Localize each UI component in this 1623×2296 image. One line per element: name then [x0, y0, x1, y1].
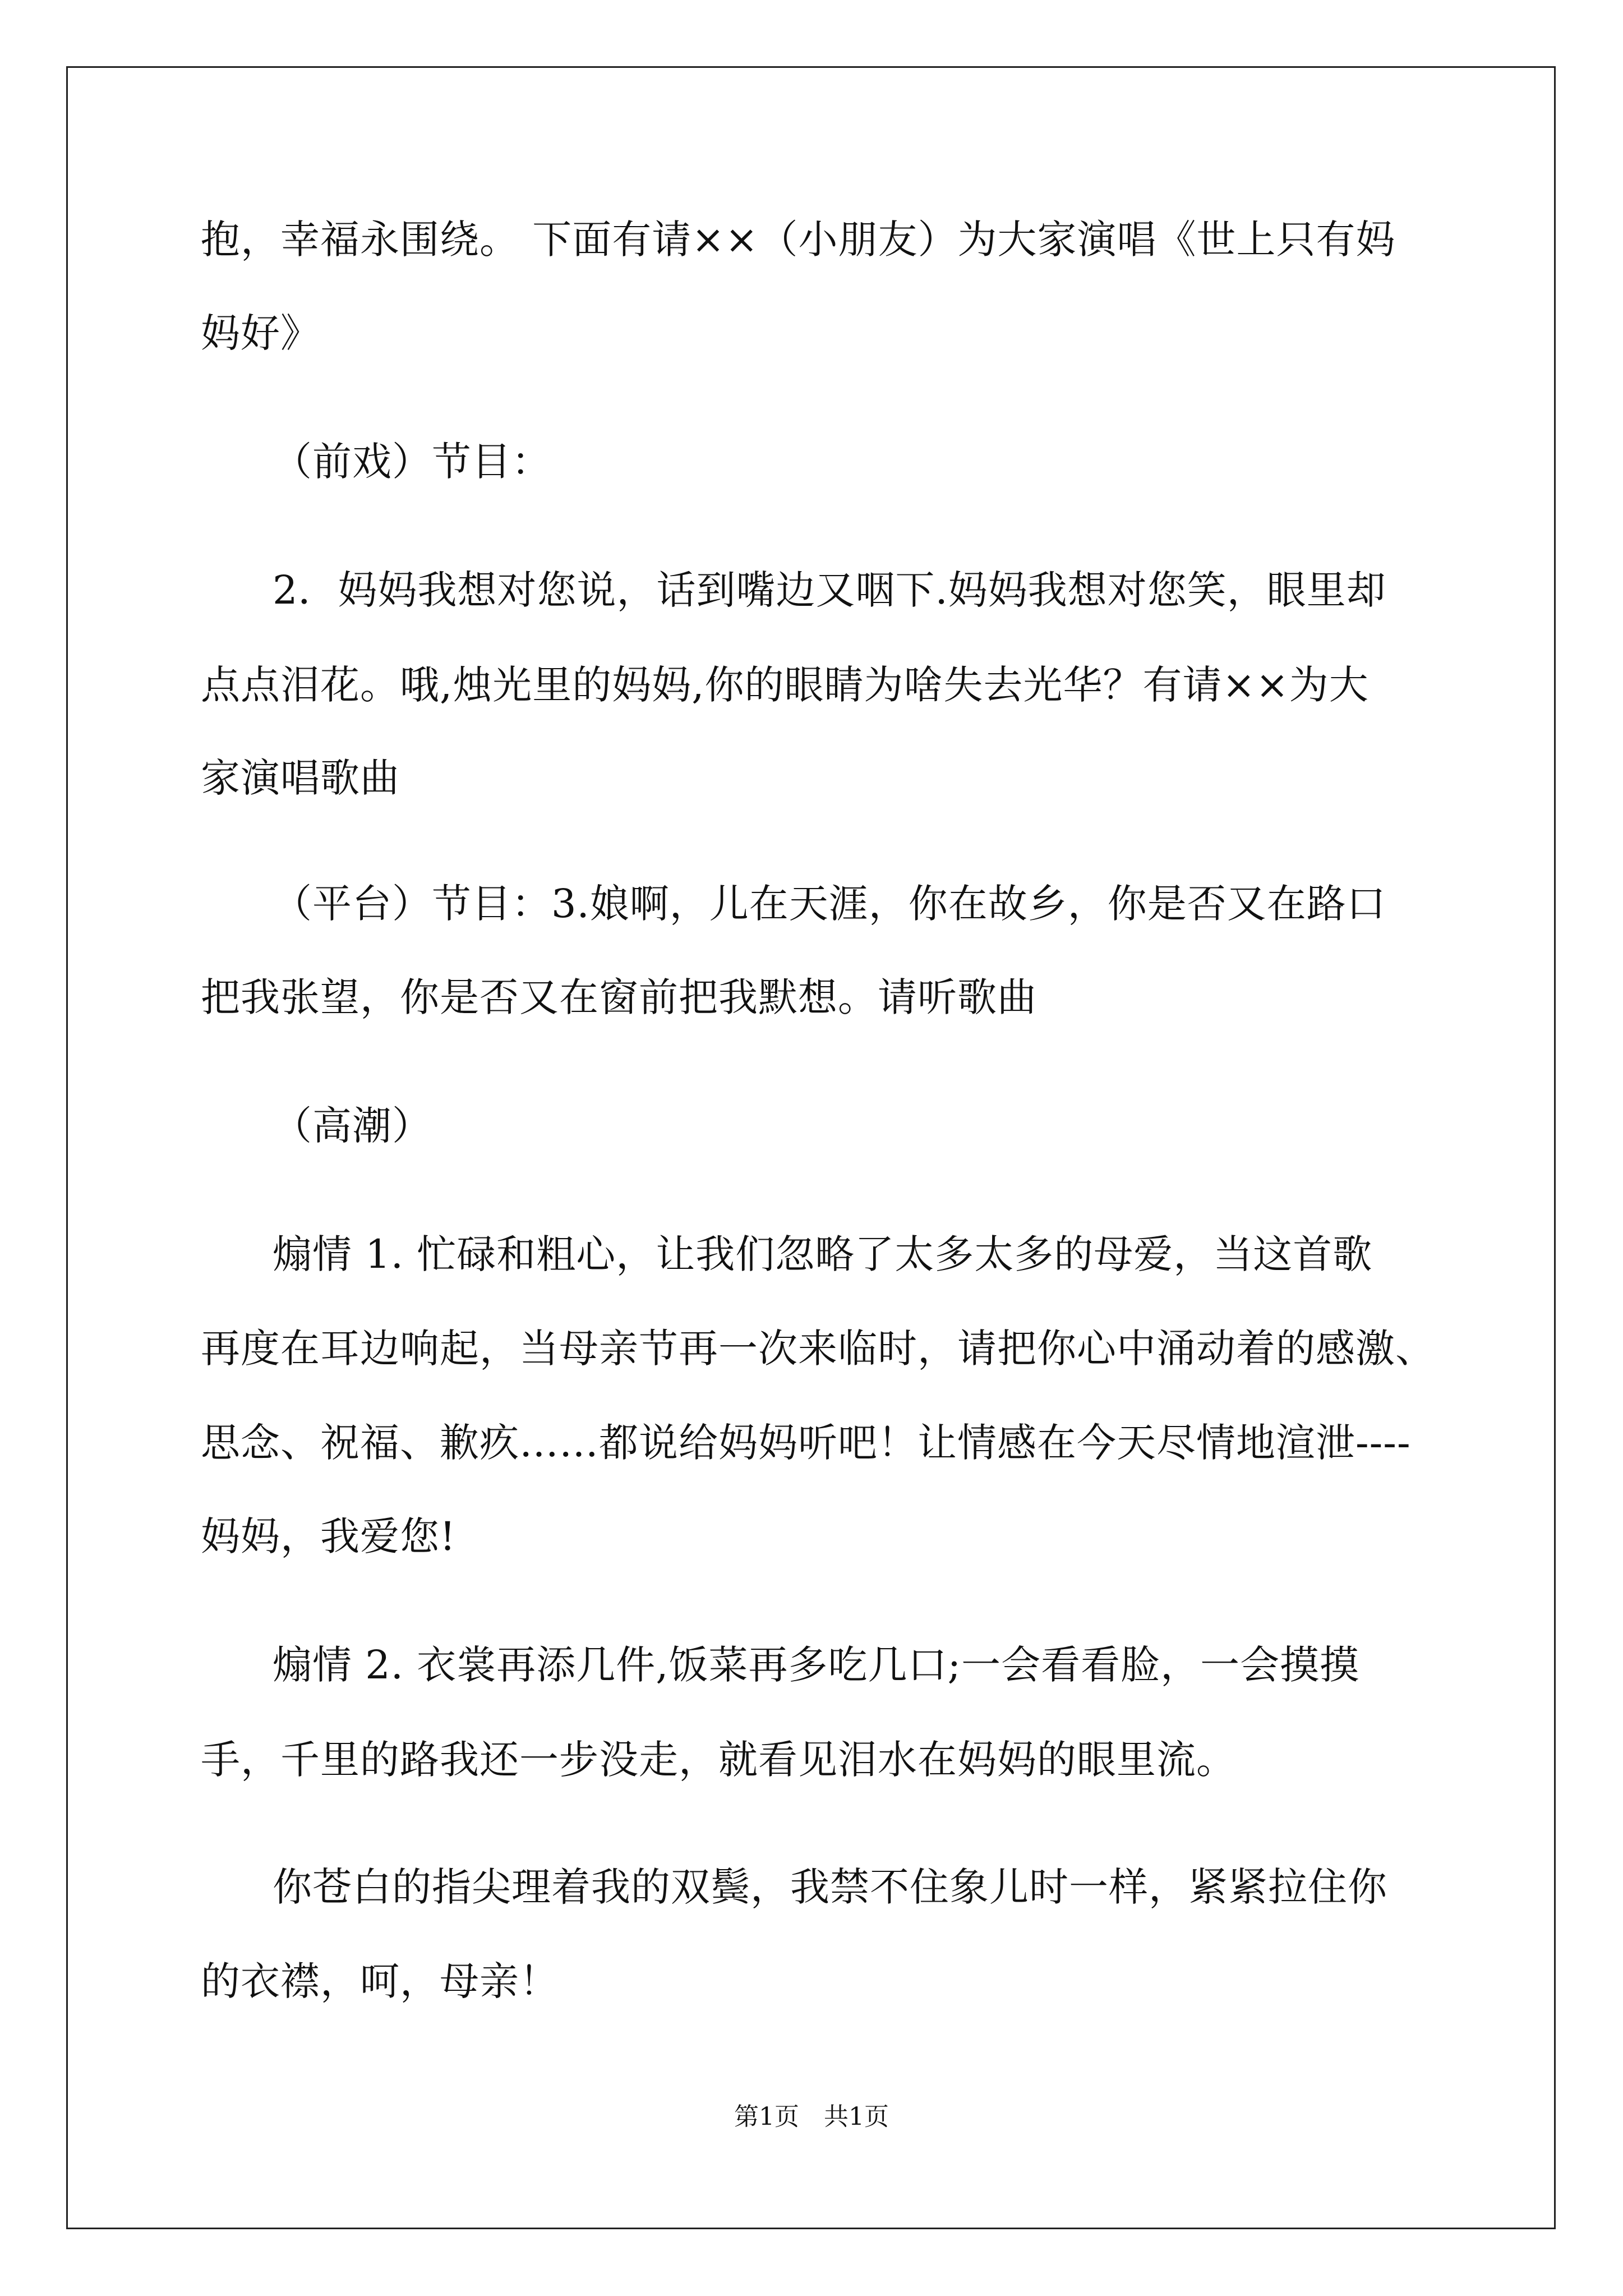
- text-line-15: 手，千里的路我还一步没走，就看见泪水在妈妈的眼里流。: [201, 1737, 1236, 1783]
- text-line-12: 思念、祝福、歉疚……都说给妈妈听吧！让情感在今天尽情地渲泄----: [201, 1420, 1411, 1466]
- text-line-8: 把我张望，你是否又在窗前把我默想。请听歌曲: [201, 974, 1037, 1020]
- text-line-6: 家演唱歌曲: [201, 755, 400, 801]
- text-line-4: 2．妈妈我想对您说，话到嘴边又咽下.妈妈我想对您笑，眼里却: [273, 567, 1386, 613]
- text-line-16: 你苍白的指尖理着我的双鬓，我禁不住象儿时一样，紧紧拉住你: [273, 1864, 1387, 1910]
- text-line-14: 煽情 2. 衣裳再添几件,饭菜再多吃几口;一会看看脸，一会摸摸: [273, 1642, 1360, 1688]
- text-line-11: 再度在耳边响起，当母亲节再一次来临时，请把你心中涌动着的感激、: [201, 1326, 1435, 1372]
- text-line-3: （前戏）节目：: [273, 439, 551, 485]
- text-line-13: 妈妈，我爱您!: [201, 1513, 457, 1559]
- page-footer: 第1页 共1页: [734, 2102, 889, 2131]
- text-line-17: 的衣襟，呵，母亲！: [201, 1958, 559, 2004]
- text-line-2: 妈好》: [201, 310, 320, 356]
- text-line-9: （高潮）: [273, 1103, 432, 1149]
- text-line-5: 点点泪花。哦,烛光里的妈妈,你的眼睛为啥失去光华？有请××为大: [201, 662, 1369, 708]
- text-line-10: 煽情 1. 忙碌和粗心，让我们忽略了太多太多的母爱，当这首歌: [273, 1231, 1373, 1277]
- text-line-7: （平台）节目：3.娘啊，儿在天涯，你在故乡，你是否又在路口: [273, 881, 1386, 927]
- text-line-1: 抱，幸福永围绕。 下面有请××（小朋友）为大家演唱《世上只有妈: [201, 217, 1396, 263]
